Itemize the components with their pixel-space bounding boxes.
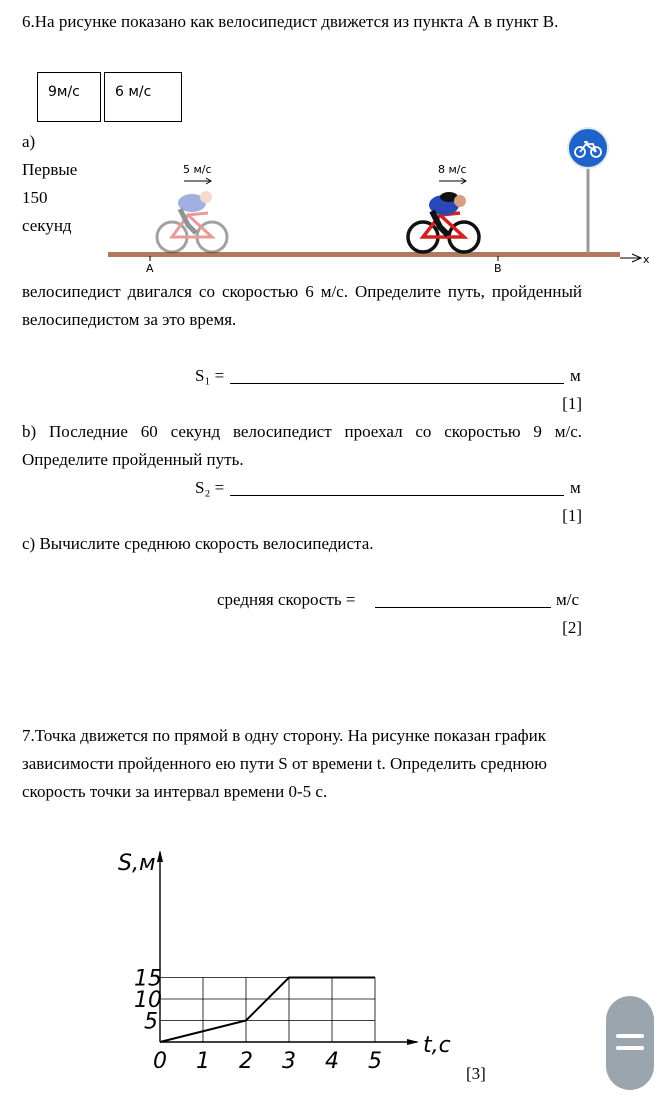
y-axis-label: S,м	[118, 851, 156, 876]
avg-speed-unit: м/с	[556, 590, 580, 609]
x-axis-label: x	[643, 253, 650, 266]
x-tick-label: 5	[368, 1049, 382, 1074]
x-tick-label: 0	[153, 1049, 167, 1074]
chart-axes	[157, 850, 419, 1045]
x-tick-label: 2	[239, 1049, 253, 1074]
series-line	[160, 978, 375, 1043]
avg-speed-label: средняя скорость =	[217, 590, 356, 609]
option-box-6: 6 м/с	[104, 72, 182, 122]
cyclist-icon	[408, 192, 479, 252]
q6-a-label: a)	[22, 132, 36, 151]
s2-label: S₂ =	[195, 478, 225, 497]
chart-series	[160, 977, 375, 1042]
cyclist-faded-icon	[157, 191, 227, 252]
mark-3: [2]	[562, 618, 582, 637]
distance-time-chart	[110, 840, 460, 1080]
y-tick-label: 5	[144, 1009, 158, 1035]
speed-label-a: 5 м/с	[183, 163, 212, 176]
q6-b-text: b) Последние 60 секунд велосипедист проехал со скоростью 9 м/с. Определите пройденный путь.	[22, 422, 582, 469]
point-b-label: B	[494, 262, 502, 275]
cyclist-figure	[100, 125, 660, 275]
q7-text: 7.Точка движется по прямой в одну сторону. На рисунке показан график зависимости пройденного ею пути S от времени t. Определить среднюю скорость точки за интервал времени 0-5 с.	[22, 726, 547, 801]
road	[108, 252, 620, 257]
s1-answer-line[interactable]	[230, 383, 564, 384]
option-box-9: 9м/с	[37, 72, 101, 122]
chart-grid	[160, 978, 375, 1043]
y-tick-label: 15	[134, 966, 162, 992]
q6-c-text: c) Вычислите среднюю скорость велосипедиста.	[22, 534, 374, 553]
mark-2: [1]	[562, 506, 582, 525]
handle-line-icon-2	[616, 1046, 644, 1050]
x-tick-label: 3	[282, 1049, 296, 1074]
s2-answer-line[interactable]	[230, 495, 564, 496]
q7-mark: [3]	[466, 1064, 486, 1083]
avg-speed-answer-line[interactable]	[375, 607, 551, 608]
q6-a-word3: секунд	[22, 216, 72, 235]
x-axis-label-chart: t,c	[423, 1033, 451, 1058]
x-axis-arrow-icon	[407, 1039, 419, 1045]
q6-a-continuation: велосипедист двигался со скоростью 6 м/с. Определите путь, пройденный велосипедистом за это время.	[22, 282, 582, 329]
scroll-handle-button[interactable]	[606, 996, 654, 1090]
q6-a-word1: Первые	[22, 160, 78, 179]
s1-label: S₁ =	[195, 366, 225, 385]
bicycle-sign-icon	[568, 128, 608, 168]
x-tick-label: 4	[325, 1049, 339, 1074]
handle-line-icon	[616, 1034, 644, 1038]
q6-text: 6.На рисунке показано как велосипедист движется из пункта А в пункт В.	[22, 12, 559, 31]
s2-unit: м	[570, 478, 581, 497]
s1-unit: м	[570, 366, 581, 385]
y-tick-label: 10	[134, 988, 162, 1013]
mark-1: [1]	[562, 394, 582, 413]
x-tick-label: 1	[196, 1049, 210, 1074]
speed-label-b: 8 м/с	[438, 163, 467, 176]
y-axis-arrow-icon	[157, 850, 163, 862]
point-a-label: A	[146, 262, 154, 275]
q6-a-word2: 150	[22, 188, 48, 207]
